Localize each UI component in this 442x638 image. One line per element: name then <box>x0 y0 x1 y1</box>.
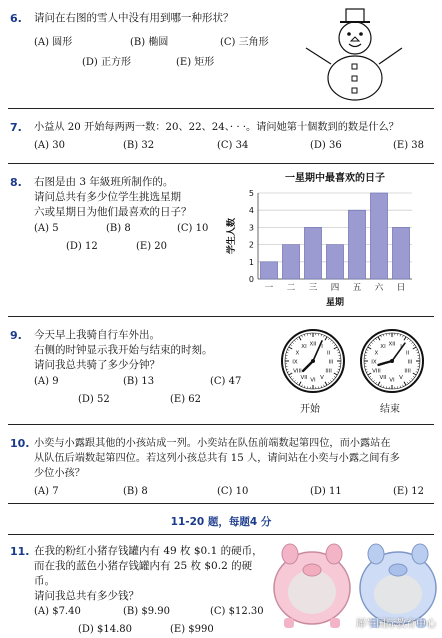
clock-center <box>311 359 315 363</box>
question-number: 10. <box>10 437 30 450</box>
option-d[interactable]: (D) 正方形 <box>82 57 131 68</box>
x-tick-label: 三 <box>308 283 318 293</box>
clock-numeral: I <box>321 343 323 350</box>
question-line: 请问我总共骑了多少分钟？ <box>34 359 160 371</box>
bar <box>392 227 409 279</box>
option-d[interactable]: (D) 12 <box>66 241 98 252</box>
clock-numeral: XI <box>380 343 386 350</box>
divider <box>8 108 434 109</box>
y-axis-label: 学生人数 <box>227 217 237 255</box>
divider <box>8 534 434 535</box>
question-line: 今天早上我骑自行车外出。 <box>34 329 160 341</box>
y-tick-label: 2 <box>248 240 254 250</box>
section-header: 11-20 题，每题4 分 <box>170 516 272 528</box>
option-c[interactable]: (C) 10 <box>217 486 249 497</box>
clock-numeral: XII <box>309 341 317 348</box>
chart-title: 一星期中最喜欢的日子 <box>285 173 385 184</box>
question-number: 8. <box>10 176 22 189</box>
clock-numeral: II <box>405 350 410 357</box>
y-tick-label: 0 <box>248 275 254 284</box>
clock-center <box>390 359 394 363</box>
clock-numeral: VIII <box>293 368 302 375</box>
favorite-day-bar-chart <box>222 169 418 309</box>
x-tick-label: 六 <box>374 283 384 293</box>
x-tick-label: 二 <box>286 283 296 293</box>
option-b[interactable]: (B) $9.90 <box>123 606 170 617</box>
clock-numeral: I <box>400 343 402 350</box>
option-a[interactable]: (A) 圆形 <box>34 37 73 48</box>
option-a[interactable]: (A) 7 <box>34 486 59 497</box>
option-d[interactable]: (D) 52 <box>78 394 110 405</box>
question-line: 请问我总共有多少钱？ <box>34 590 139 602</box>
question-text: 请问在右图的雪人中没有用到哪一种形状？ <box>34 12 234 24</box>
option-d[interactable]: (D) $14.80 <box>78 624 132 635</box>
option-c[interactable]: (C) 三角形 <box>220 37 269 48</box>
option-e[interactable]: (E) 矩形 <box>176 57 215 68</box>
question-line: 右图是由 3 年級班所制作的。 <box>34 176 174 188</box>
x-tick-label: 一 <box>264 283 274 293</box>
clock-numeral: V <box>320 375 324 382</box>
end-clock-label: 结束 <box>380 404 400 415</box>
option-b[interactable]: (B) 椭圆 <box>130 37 169 48</box>
question-line: 在我的粉红小猪存钱罐内有 49 枚 $0.1 的硬币， <box>34 545 263 557</box>
x-tick-label: 五 <box>352 283 362 293</box>
option-d[interactable]: (D) 36 <box>310 140 342 151</box>
y-tick-label: 5 <box>248 189 254 198</box>
x-axis-label: 星期 <box>325 298 345 308</box>
bar <box>260 262 277 279</box>
clock-numeral: II <box>326 350 331 357</box>
question-number: 7. <box>10 121 22 134</box>
option-c[interactable]: (C) 47 <box>210 376 242 387</box>
clock-numeral: VIII <box>372 368 381 375</box>
question-text: 小益从 20 开始每两两一数：20、22、24、· · ·。请问她第十個数到的数是什么？ <box>34 122 399 133</box>
clock-numeral: X <box>374 350 379 357</box>
option-a[interactable]: (A) 9 <box>34 376 59 387</box>
question-number: 11. <box>10 545 30 558</box>
clock-numeral: VII <box>300 375 308 382</box>
option-a[interactable]: (A) $7.40 <box>34 606 81 617</box>
end-clock <box>359 328 425 394</box>
clock-numeral: X <box>295 350 300 357</box>
divider <box>8 424 434 425</box>
option-b[interactable]: (B) 8 <box>106 223 131 234</box>
option-e[interactable]: (E) $990 <box>170 624 214 635</box>
divider <box>8 316 434 317</box>
watermark: 犀牛国际教育中心 <box>356 619 436 630</box>
bar <box>282 245 299 279</box>
clock-numeral: VI <box>389 377 395 384</box>
clock-numeral: IIII <box>404 368 411 375</box>
clock-numeral: XII <box>388 341 396 348</box>
question-number: 9. <box>10 329 22 342</box>
clock-numeral: VI <box>310 377 316 384</box>
option-e[interactable]: (E) 62 <box>170 394 202 405</box>
clock-numeral: IX <box>292 359 298 366</box>
question-line: 从队伍后端数起第四位。若这列小孩总共有 15 人，请问站在小奕与小露之间有多 <box>34 453 400 464</box>
divider <box>8 163 434 164</box>
start-clock-label: 开始 <box>300 404 320 415</box>
question-number: 6. <box>10 12 22 25</box>
question-line: 而在我的蓝色小猪存钱罐内有 25 枚 $0.2 的硬 <box>34 560 253 572</box>
option-a[interactable]: (A) 5 <box>34 223 59 234</box>
question-line: 右侧的时钟显示我开始与结束的时刻。 <box>34 344 213 356</box>
y-tick-label: 3 <box>248 223 254 233</box>
divider <box>8 503 434 504</box>
bar <box>348 210 365 279</box>
start-clock <box>280 328 346 394</box>
option-b[interactable]: (B) 32 <box>123 140 155 151</box>
option-c[interactable]: (C) $12.30 <box>210 606 264 617</box>
question-line: 小奕与小露跟其他的小孩站成一列。小奕站在队伍前端数起第四位，而小露站在 <box>34 438 391 449</box>
option-e[interactable]: (E) 38 <box>393 140 425 151</box>
clock-numeral: XI <box>301 343 307 350</box>
option-e[interactable]: (E) 20 <box>136 241 168 252</box>
x-tick-label: 日 <box>396 283 406 293</box>
bar <box>304 227 321 279</box>
clock-numeral: IX <box>371 359 377 366</box>
y-tick-label: 4 <box>248 206 254 216</box>
clock-numeral: IIII <box>325 368 332 375</box>
x-tick-label: 四 <box>330 283 340 293</box>
option-e[interactable]: (E) 12 <box>393 486 425 497</box>
clock-numeral: III <box>328 359 334 366</box>
question-line: 六或星期日为他们最喜欢的日子？ <box>34 206 192 218</box>
option-c[interactable]: (C) 34 <box>217 140 249 151</box>
option-b[interactable]: (B) 13 <box>123 376 155 387</box>
snowman-image <box>298 6 408 104</box>
question-6 <box>0 0 442 110</box>
bar <box>326 245 343 279</box>
question-line: 少位小孩？ <box>34 468 85 479</box>
question-line: 请问总共有多少位学生挑选星期 <box>34 191 181 203</box>
option-d[interactable]: (D) 11 <box>310 486 342 497</box>
clock-numeral: III <box>407 359 413 366</box>
y-tick-label: 1 <box>248 257 254 267</box>
bar <box>370 193 387 279</box>
clock-numeral: V <box>399 375 403 382</box>
pink-piggy-bank-image <box>270 536 354 632</box>
option-a[interactable]: (A) 30 <box>34 140 65 151</box>
question-line: 币。 <box>34 575 55 587</box>
option-c[interactable]: (C) 10 <box>177 223 209 234</box>
clock-numeral: VII <box>379 375 387 382</box>
option-b[interactable]: (B) 8 <box>123 486 148 497</box>
